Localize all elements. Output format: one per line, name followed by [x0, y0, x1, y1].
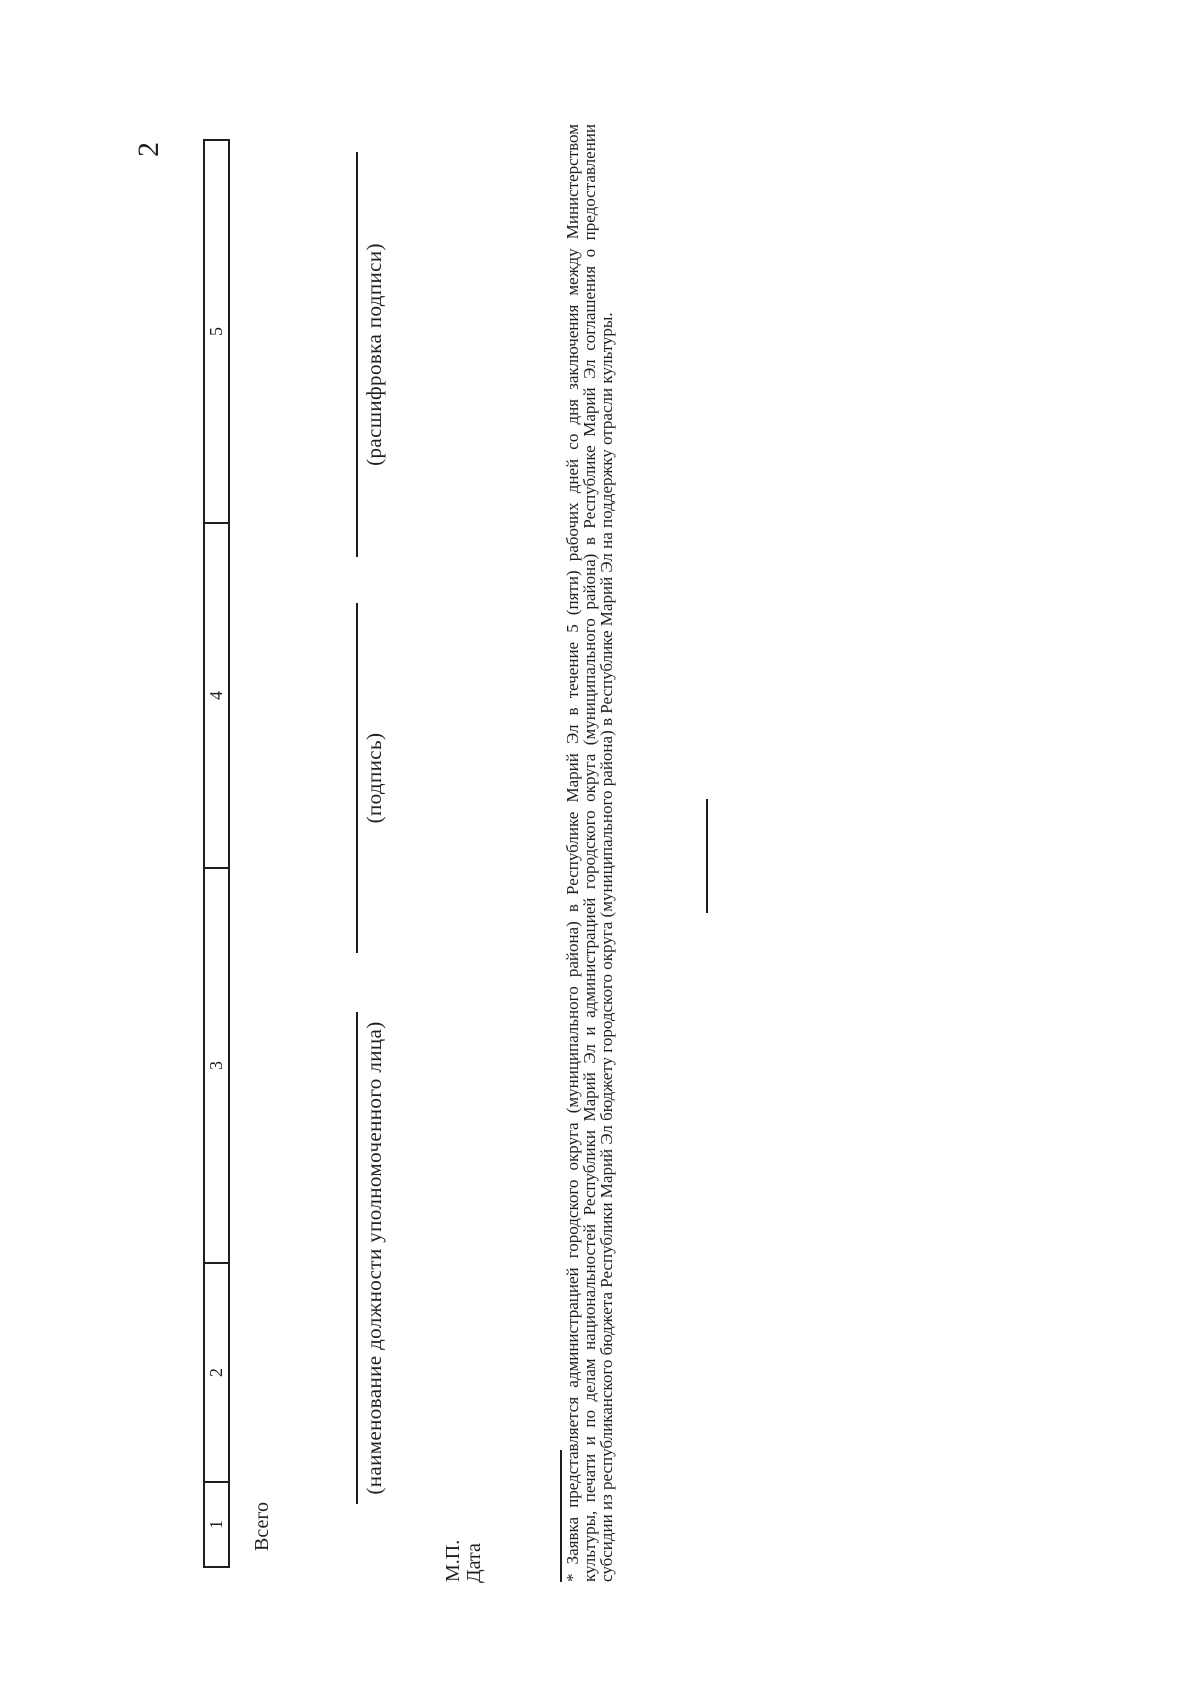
- transcript-underline: [356, 152, 358, 557]
- position-caption: (наименование должности уполномоченного лица): [362, 1021, 386, 1495]
- blank-fill-line: [706, 799, 708, 913]
- page-number: 2: [132, 142, 165, 157]
- table-column-number-cell: 2: [205, 1262, 228, 1481]
- table-column-number-cell: 5: [206, 327, 226, 336]
- stamp-place-label: М.П.: [442, 1539, 464, 1582]
- footnote-line: субсидии из республиканского бюджета Республики Марий Эл бюджету городского округа (муниципального района) в Республике Марий Эл на поддержку отрасли культуры.: [597, 312, 616, 1582]
- signature-underline: [356, 603, 358, 953]
- table-column-number-cell: 4: [205, 522, 228, 867]
- table-column-number-row: [203, 139, 230, 1568]
- footnote: [564, 124, 615, 1582]
- footnote-line: культуры, печати и по делам национальностей Республики Марий Эл и администрацией городского округа (муниципального района) в Республике Марий Эл соглашения о предоставлении: [580, 124, 599, 1582]
- position-underline: [356, 1012, 358, 1504]
- table-column-number-cell: 1: [205, 1481, 228, 1566]
- footnote-separator: [560, 1450, 562, 1582]
- total-row-label: Всего: [251, 1501, 273, 1551]
- signature-caption: (подпись): [362, 732, 386, 824]
- footnote-line: * Заявка представляется администрацией городского округа (муниципального района) в Республике Марий Эл в течение 5 (пяти) рабочих дней со дня заключения между Министерством: [563, 124, 582, 1582]
- transcript-caption: (расшифровка подписи): [362, 243, 386, 466]
- date-label: Дата: [463, 1543, 485, 1583]
- table-column-number-cell: 3: [205, 867, 228, 1262]
